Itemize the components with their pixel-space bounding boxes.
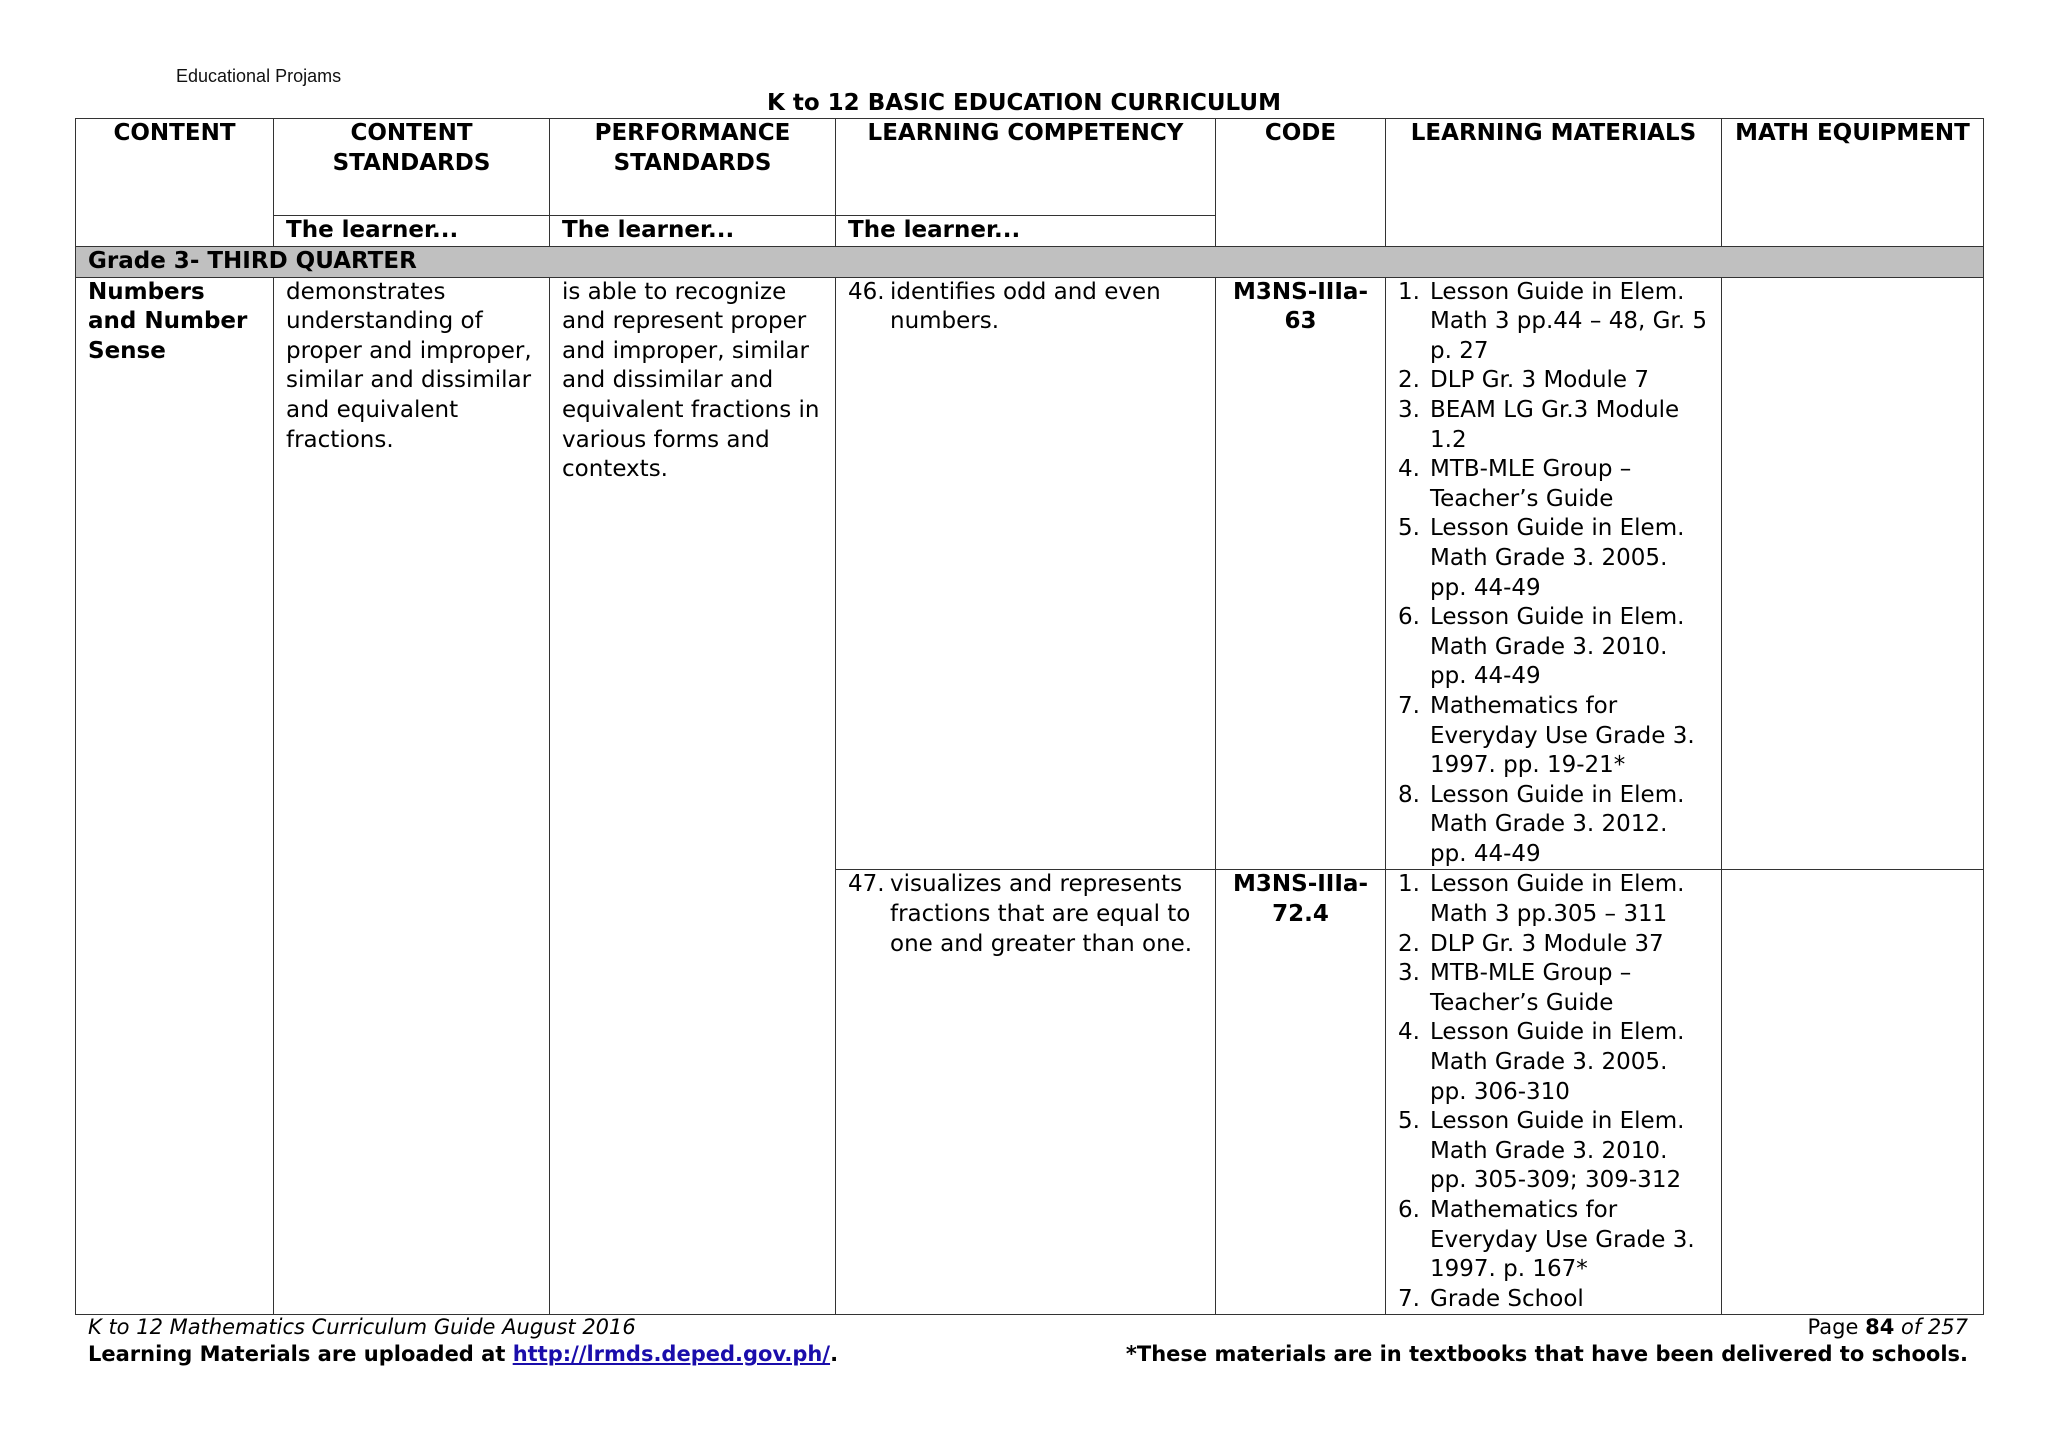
material-number: 7.	[1398, 692, 1420, 719]
materials-cell	[1386, 870, 1722, 1315]
performance-standard-cell: is able to recognize and represent proper and improper, similar and dissimilar and equivalent fractions in various forms and contexts.	[550, 277, 836, 1315]
materials-list	[1398, 278, 1709, 870]
competency-number: 47.	[848, 871, 885, 898]
learner-label: The learner...	[274, 216, 550, 247]
competency-text: identifies odd and even numbers.	[890, 278, 1161, 335]
material-text: Mathematics for Everyday Use Grade 3. 1997. pp. 19-21*	[1430, 692, 1695, 779]
material-number: 1.	[1398, 871, 1420, 898]
material-item	[1398, 366, 1709, 396]
material-text: Lesson Guide in Elem. Math Grade 3. 2005. pp. 306-310	[1430, 1019, 1685, 1105]
material-text: DLP Gr. 3 Module 37	[1430, 930, 1664, 957]
equipment-cell	[1722, 277, 1984, 870]
material-text: Lesson Guide in Elem. Math Grade 3. 2010. pp. 305-309; 309-312	[1430, 1108, 1685, 1194]
material-item	[1398, 959, 1709, 1018]
material-number: 2.	[1398, 367, 1420, 394]
header-content-standards: CONTENT STANDARDS	[274, 119, 550, 216]
material-item	[1398, 870, 1709, 929]
page-label: Page	[1807, 1315, 1859, 1339]
material-item	[1398, 692, 1709, 781]
header-content: CONTENT	[76, 119, 274, 247]
footer-upload-text: Learning Materials are uploaded at	[88, 1342, 506, 1366]
material-text: MTB-MLE Group – Teacher’s Guide	[1430, 456, 1632, 512]
learner-label: The learner...	[836, 216, 1216, 247]
footer-textbook-note: *These materials are in textbooks that have been delivered to schools.	[1125, 1342, 1968, 1366]
header-learning-materials: LEARNING MATERIALS	[1386, 119, 1722, 247]
material-item	[1398, 930, 1709, 960]
page-number	[1126, 1314, 1968, 1341]
material-number: 6.	[1398, 1197, 1420, 1223]
footer-guide-title: K to 12 Mathematics Curriculum Guide August 2016	[88, 1315, 636, 1339]
content-standard-cell: demonstrates understanding of proper and improper, similar and dissimilar and equivalent fractions.	[274, 277, 550, 1315]
header-performance-standards: PERFORMANCE STANDARDS	[550, 119, 836, 216]
material-text: DLP Gr. 3 Module 7	[1430, 367, 1650, 394]
material-number: 8.	[1398, 781, 1420, 808]
page-current: 84	[1865, 1315, 1895, 1339]
document-title: K to 12 BASIC EDUCATION CURRICULUM	[767, 90, 1281, 116]
lrmds-link[interactable]: http://lrmds.deped.gov.ph/	[512, 1342, 831, 1366]
material-number: 6.	[1398, 604, 1420, 631]
code-cell: M3NS-IIIa-63	[1216, 277, 1386, 870]
material-number: 5.	[1398, 515, 1420, 542]
material-item	[1398, 396, 1709, 455]
page-total: of 257	[1901, 1315, 1968, 1339]
footer-period: .	[830, 1342, 839, 1366]
content-cell: Numbers and Number Sense	[76, 277, 274, 1315]
header-math-equipment: MATH EQUIPMENT	[1722, 119, 1984, 247]
header-learning-competency: LEARNING COMPETENCY	[836, 119, 1216, 216]
footer-left	[88, 1314, 838, 1368]
equipment-cell	[1722, 870, 1984, 1315]
material-number: 3.	[1398, 396, 1420, 423]
material-number: 3.	[1398, 960, 1420, 987]
material-item	[1398, 1285, 1709, 1315]
material-item	[1398, 514, 1709, 603]
competency-cell	[836, 870, 1216, 1315]
materials-cell	[1386, 277, 1722, 870]
material-text: MTB-MLE Group – Teacher’s Guide	[1430, 960, 1632, 1016]
code-cell: M3NS-IIIa-72.4	[1216, 870, 1386, 1315]
footer-upload-line	[88, 1341, 838, 1368]
competency-item	[848, 278, 1203, 337]
footer-right	[1126, 1314, 1968, 1368]
material-text: BEAM LG Gr.3 Module 1.2	[1430, 396, 1680, 453]
material-item	[1398, 1018, 1709, 1107]
material-text: Lesson Guide in Elem. Math Grade 3. 2012. pp. 44-49	[1430, 781, 1685, 867]
header-code: CODE	[1216, 119, 1386, 247]
learner-label: The learner...	[550, 216, 836, 247]
competency-number: 46.	[848, 278, 885, 305]
material-number: 5.	[1398, 1108, 1420, 1135]
material-number: 4.	[1398, 1019, 1420, 1046]
material-item	[1398, 455, 1709, 514]
competency-text: visualizes and represents fractions that are equal to one and greater than one.	[890, 871, 1193, 957]
material-text: Mathematics for Everyday Use Grade 3. 1997. p. 167*	[1430, 1197, 1695, 1283]
material-item	[1398, 781, 1709, 870]
material-text: Grade School	[1430, 1285, 1584, 1312]
quarter-banner: Grade 3- THIRD QUARTER	[76, 247, 1984, 278]
material-text: Lesson Guide in Elem. Math 3 pp.44 – 48, Gr. 5 p. 27	[1430, 278, 1707, 364]
material-number: 2.	[1398, 930, 1420, 957]
competency-cell	[836, 277, 1216, 870]
material-item	[1398, 1196, 1709, 1285]
material-number: 4.	[1398, 456, 1420, 483]
material-number: 7.	[1398, 1285, 1420, 1312]
materials-list	[1398, 870, 1709, 1314]
material-text: Lesson Guide in Elem. Math Grade 3. 2010. pp. 44-49	[1430, 604, 1685, 690]
material-text: Lesson Guide in Elem. Math Grade 3. 2005. pp. 44-49	[1430, 515, 1685, 601]
material-text: Lesson Guide in Elem. Math 3 pp.305 – 311	[1430, 871, 1685, 928]
material-item	[1398, 603, 1709, 692]
competency-item	[848, 870, 1203, 959]
material-item	[1398, 1107, 1709, 1196]
material-item	[1398, 278, 1709, 367]
brand-watermark: Educational Projams	[176, 66, 342, 86]
curriculum-table	[75, 118, 1984, 1315]
material-number: 1.	[1398, 278, 1420, 305]
